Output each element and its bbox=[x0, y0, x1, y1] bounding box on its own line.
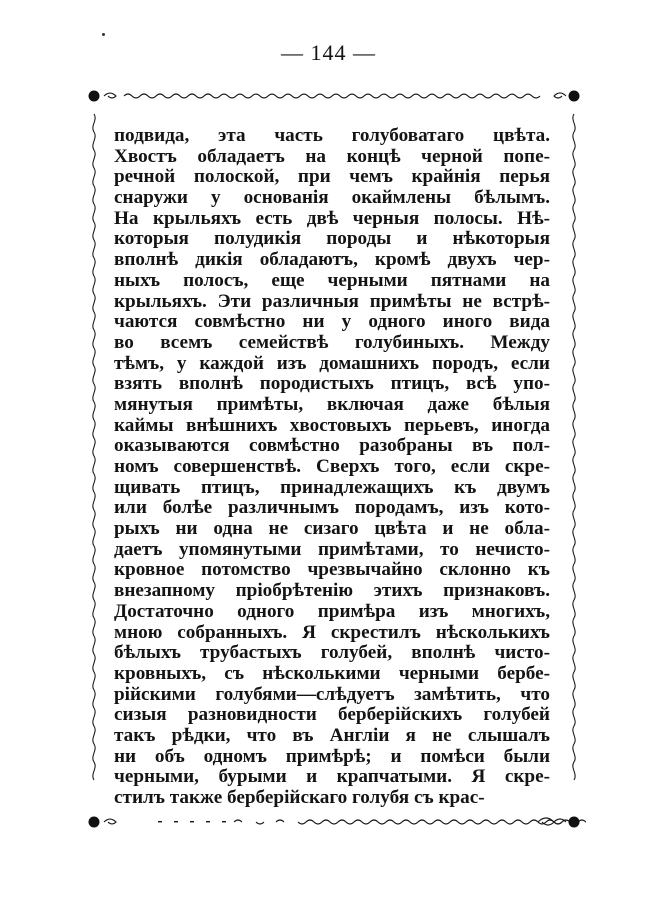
text-line: крыльяхъ. Эти различныя примѣты не встрѣ- bbox=[114, 290, 550, 312]
text-line: такъ рѣдки, что въ Англіи я не слышалъ bbox=[114, 724, 550, 746]
bottom-dash bbox=[174, 821, 178, 822]
text-line: щивать птицъ, принадлежащихъ къ двумъ bbox=[114, 476, 550, 498]
text-line: номъ совершенствѣ. Сверхъ того, если скре- bbox=[114, 456, 550, 477]
text-line: ныхъ полосъ, еще черными пятнами на bbox=[114, 269, 550, 291]
top-wavy-rule bbox=[124, 94, 540, 98]
text-line: ни объ одномъ примѣрѣ; и помѣси были bbox=[114, 745, 550, 767]
text-line: или болѣе различнымъ породамъ, изъ кото- bbox=[114, 497, 550, 519]
text-line: тѣмъ, у каждой изъ домашнихъ породъ, если bbox=[114, 352, 550, 374]
corner-rosette-bottom-right bbox=[569, 817, 580, 828]
text-line: речной полоской, при чемъ крайнія перья bbox=[114, 166, 550, 188]
bottom-dash bbox=[158, 821, 162, 822]
text-line: кровныхъ, съ нѣсколькими черными бербе- bbox=[114, 662, 550, 684]
text-line: сизыя разновидности берберійскихъ голубей bbox=[114, 704, 550, 726]
text-line: оказываются совмѣстно разобраны въ пол- bbox=[114, 435, 550, 457]
text-line: рійскими голубями—слѣдуетъ замѣтить, что bbox=[114, 683, 550, 705]
right-chain-rule bbox=[573, 114, 575, 780]
bottom-dash bbox=[190, 821, 194, 822]
left-chain-rule bbox=[93, 114, 95, 780]
text-line: кровное потомство чрезвычайно склонно къ bbox=[114, 559, 550, 581]
text-line: На крыльяхъ есть двѣ черныя полосы. Нѣ- bbox=[114, 207, 550, 229]
text-line: рыхъ ни одна не сизаго цвѣта и не обла- bbox=[114, 518, 550, 540]
bottom-wavy-rule bbox=[234, 820, 586, 824]
text-line: Хвостъ обладаетъ на концѣ черной попе- bbox=[114, 145, 550, 167]
text-line: чаются совмѣстно ни у одного иного вида bbox=[114, 311, 550, 333]
text-line: Достаточно одного примѣра изъ многихъ, bbox=[114, 600, 550, 622]
text-line: снаружи у основанія окаймлены бѣлымъ. bbox=[114, 187, 550, 209]
corner-rosette-top-right bbox=[569, 91, 580, 102]
bottom-dash bbox=[222, 821, 226, 822]
text-line: мянутыя примѣты, включая даже бѣлыя bbox=[114, 393, 550, 415]
page-number: — 144 — bbox=[281, 40, 376, 65]
text-line: внезапному пріобрѣтенію этихъ признаковъ. bbox=[114, 580, 550, 602]
text-line: вполнѣ дикія обладаютъ, кромѣ двухъ чер- bbox=[114, 249, 550, 271]
bottom-dash bbox=[206, 821, 210, 822]
body-text bbox=[114, 126, 550, 809]
text-line: которыя полудикія породы и нѣкоторыя bbox=[114, 228, 550, 250]
text-line: мною собранныхъ. Я скрестилъ нѣсколькихъ bbox=[114, 621, 550, 643]
text-line: черными, бурыми и крапчатыми. Я скре- bbox=[114, 766, 550, 788]
text-line: подвида, эта часть голубоватаго цвѣта. bbox=[114, 125, 550, 146]
corner-rosette-bottom-left bbox=[89, 817, 100, 828]
text-line: стилъ также берберійскаго голубя съ крас- bbox=[114, 787, 485, 808]
text-line: каймы внѣшнихъ хвостовыхъ перьевъ, иногда bbox=[114, 414, 550, 436]
print-speck bbox=[102, 33, 105, 36]
top-left-scroll bbox=[104, 93, 116, 98]
text-line: во всемъ семействѣ голубиныхъ. Между bbox=[114, 331, 550, 353]
text-line: взять вполнѣ породистыхъ птицъ, всѣ упо- bbox=[114, 373, 550, 395]
corner-rosette-top-left bbox=[89, 91, 100, 102]
text-line: даетъ упомянутыми примѣтами, то нечисто- bbox=[114, 538, 550, 560]
text-line: бѣлыхъ трубастыхъ голубей, вполнѣ чисто- bbox=[114, 642, 550, 664]
bottom-left-scroll bbox=[104, 819, 116, 824]
bottom-right-scroll bbox=[554, 819, 566, 824]
top-right-scroll bbox=[554, 93, 566, 98]
